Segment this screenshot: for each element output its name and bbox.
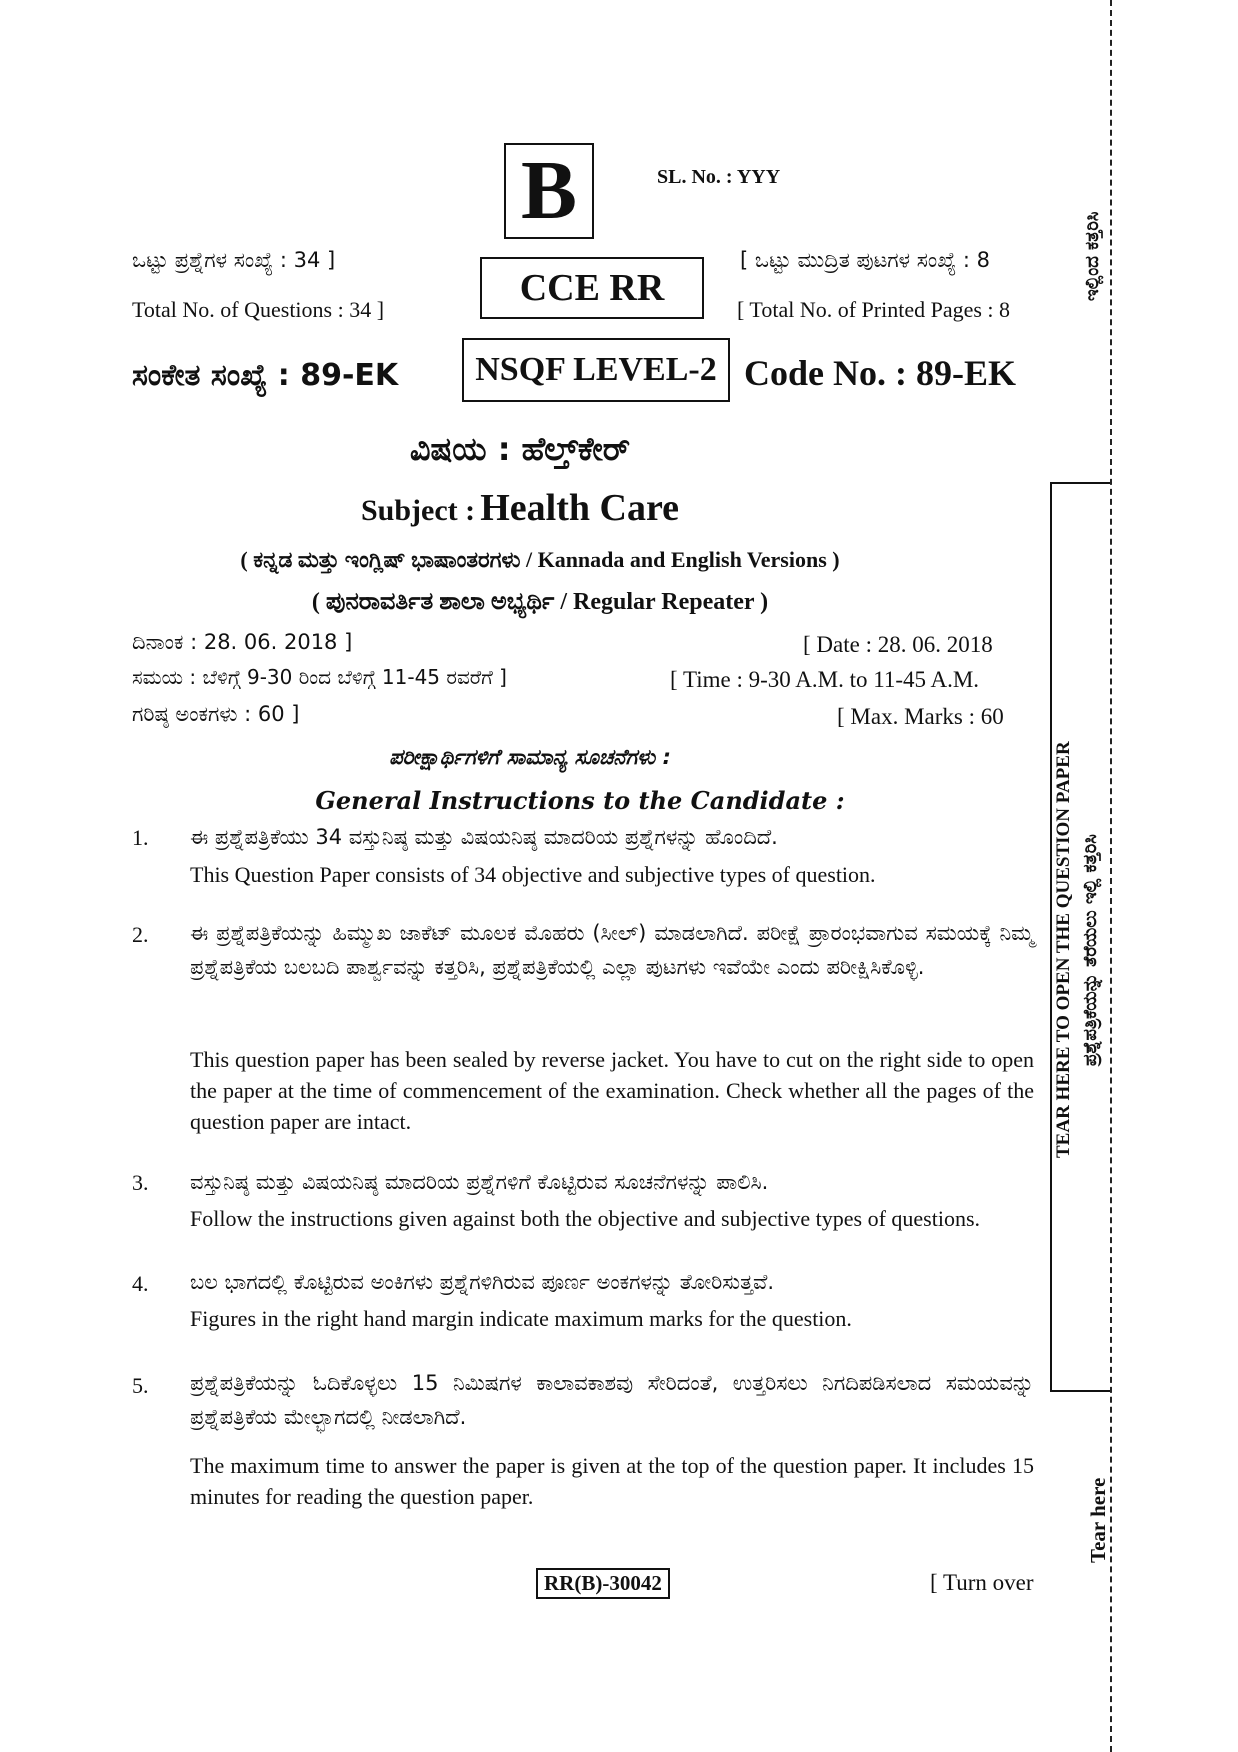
instructions-heading-en: General Instructions to the Candidate : [315,786,845,815]
version-letter-box: B [504,143,594,239]
versions-line: ( ಕನ್ನಡ ಮತ್ತು ಇಂಗ್ಲಿಷ್ ಭಾಷಾಂತರಗಳು / Kannada and English Versions ) [240,547,840,572]
turn-over: [ Turn over [930,1570,1034,1595]
instruction-text-kn: ಬಲ ಭಾಗದಲ್ಲಿ ಕೊಟ್ಟಿರುವ ಅಂಕಿಗಳು ಪ್ರಶ್ನೆಗಳಿಗಿರುವ ಪೂರ್ಣ ಅಂಕಗಳನ್ನು ತೋರಿಸುತ್ತವೆ. [190,1270,775,1294]
paper-code-box: RR(B)-30042 [536,1568,670,1599]
code-number-kn: ಸಂಕೇತ ಸಂಖ್ಯೆ : 89-EK [132,358,399,393]
subject-en [0,486,1040,530]
instruction-text-en: This question paper has been sealed by reverse jacket. You have to cut on the right side to open the paper at the time of commencement of the examination. Check whether all the pages of the question paper are intact. [190,1047,1034,1134]
date-kn: ದಿನಾಂಕ : 28. 06. 2018 ] [132,630,353,654]
total-questions-kn: ಒಟ್ಟು ಪ್ರಶ್ನೆಗಳ ಸಂಖ್ಯೆ : 34 ] [132,248,336,272]
date-en: [ Date : 28. 06. 2018 [803,632,993,657]
instruction-text-en: The maximum time to answer the paper is given at the top of the question paper. It includes 15 minutes for reading the question paper. [190,1453,1034,1509]
instruction-number: 5. [132,1373,149,1398]
time-kn: ಸಮಯ : ಬೆಳಿಗ್ಗೆ 9-30 ರಿಂದ ಬೆಳಿಗ್ಗೆ 11-45 ರವರೆಗೆ ] [132,665,507,689]
subject-kn: ವಿಷಯ : ಹೆಲ್ತ್‌ಕೇರ್ [409,430,631,468]
tear-instruction-en: TEAR HERE TO OPEN THE QUESTION PAPER [1053,741,1074,1159]
instruction-text-kn: ವಸ್ತುನಿಷ್ಠ ಮತ್ತು ವಿಷಯನಿಷ್ಠ ಮಾದರಿಯ ಪ್ರಶ್ನೆಗಳಿಗೆ ಕೊಟ್ಟಿರುವ ಸೂಚನೆಗಳನ್ನು ಪಾಲಿಸಿ. [190,1170,769,1194]
instruction-text-en: Figures in the right hand margin indicate maximum marks for the question. [190,1306,852,1331]
candidate-type-line: ( ಪುನರಾವರ್ತಿತ ಶಾಲಾ ಅಭ್ಯರ್ಥಿ / Regular Repeater ) [311,589,769,615]
marks-kn: ಗರಿಷ್ಠ ಅಂಕಗಳು : 60 ] [132,702,300,726]
level-box: NSQF LEVEL-2 [462,338,730,402]
instruction-number: 3. [132,1170,149,1195]
instruction-number: 1. [132,825,149,850]
tear-here-label: Tear here [1086,1477,1110,1563]
instruction-text-kn: ಪ್ರಶ್ನೆಪತ್ರಿಕೆಯನ್ನು ಓದಿಕೊಳ್ಳಲು 15 ನಿಮಿಷಗಳ ಕಾಲಾವಕಾಶವು ಸೇರಿದಂತೆ, ಉತ್ತರಿಸಲು ನಿಗದಿಪಡಿಸಲಾದ ಸಮಯವನ್ನು ಪ್ರಶ್ನೆಪತ್ರಿಕೆಯ ಮೇಲ್ಭಾಗದಲ್ಲಿ ನೀಡಲಾಗಿದೆ. [190,1371,1034,1429]
instruction-number: 2. [132,922,149,947]
instruction-text-en: This Question Paper consists of 34 objective and subjective types of question. [190,862,876,887]
instruction-text-kn: ಈ ಪ್ರಶ್ನೆಪತ್ರಿಕೆಯು 34 ವಸ್ತುನಿಷ್ಠ ಮತ್ತು ವಿಷಯನಿಷ್ಠ ಮಾದರಿಯ ಪ್ರಶ್ನೆಗಳನ್ನು ಹೊಂದಿದೆ. [190,825,778,849]
instruction-text-kn: ಈ ಪ್ರಶ್ನೆಪತ್ರಿಕೆಯನ್ನು ಹಿಮ್ಮುಖ ಜಾಕೆಟ್ ಮೂಲಕ ಮೊಹರು (ಸೀಲ್) ಮಾಡಲಾಗಿದೆ. ಪರೀಕ್ಷೆ ಪ್ರಾರಂಭವಾಗುವ ಸಮಯಕ್ಕೆ ನಿಮ್ಮ ಪ್ರಶ್ನೆಪತ್ರಿಕೆಯ ಬಲಬದಿ ಪಾರ್ಶ್ವವನ್ನು ಕತ್ತರಿಸಿ, ಪ್ರಶ್ನೆಪತ್ರಿಕೆಯಲ್ಲಿ ಎಲ್ಲಾ ಪುಟಗಳು ಇವೆಯೇ ಎಂದು ಪರೀಕ್ಷಿಸಿಕೊಳ್ಳಿ. [190,921,1034,979]
exam-type-box: CCE RR [480,257,704,319]
marks-en: [ Max. Marks : 60 [837,704,1004,729]
instructions-heading-kn: ಪರೀಕ್ಷಾರ್ಥಿಗಳಿಗೆ ಸಾಮಾನ್ಯ ಸೂಚನೆಗಳು : [389,745,671,769]
tear-instruction-kn: ಪ್ರಶ್ನೆಪತ್ರಿಕೆಯನ್ನು ತೆರೆಯಲು ಇಲ್ಲಿ ಕತ್ತರಿಸಿ [1080,834,1101,1066]
total-pages-kn: [ ಒಟ್ಟು ಮುದ್ರಿತ ಪುಟಗಳ ಸಂಖ್ಯೆ : 8 [740,248,991,272]
subject-label: Subject : [360,494,476,527]
total-questions-en: Total No. of Questions : 34 ] [132,297,385,322]
code-number-en: Code No. : 89-EK [744,353,1016,393]
subject-value: Health Care [480,487,679,529]
instruction-text-en: Follow the instructions given against both the objective and subjective types of questions. [190,1206,981,1231]
serial-number: SL. No. : YYY [657,166,781,188]
tear-label-top-kn: ಇಲ್ಲಿಂದ ಕತ್ತರಿಸಿ [1082,211,1103,301]
instruction-number: 4. [132,1271,149,1296]
total-pages-en: [ Total No. of Printed Pages : 8 [737,297,1011,322]
time-en: [ Time : 9-30 A.M. to 11-45 A.M. [670,667,980,692]
